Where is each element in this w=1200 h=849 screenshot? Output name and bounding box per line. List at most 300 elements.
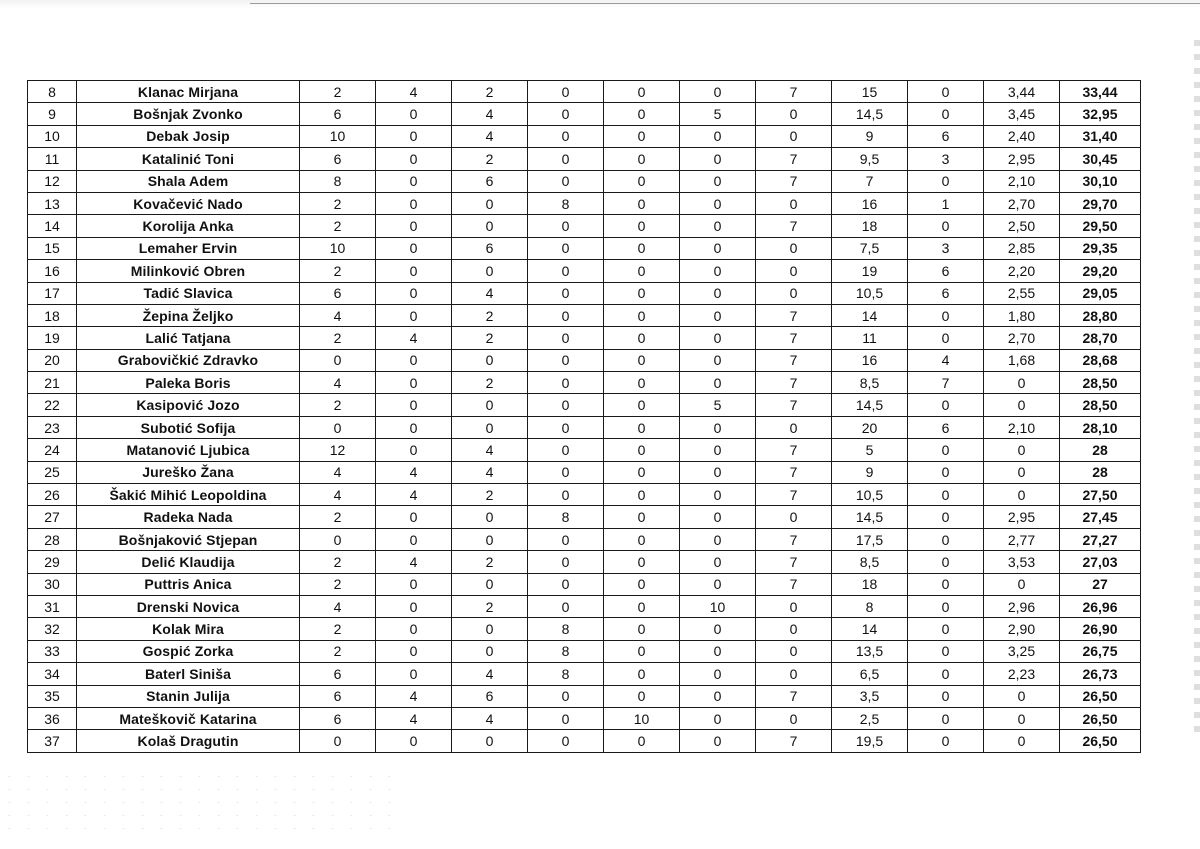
cell-name: Subotić Sofija <box>77 416 300 438</box>
cell-col-7: 7 <box>756 484 832 506</box>
cell-col-5: 0 <box>604 528 680 550</box>
cell-name: Jureško Žana <box>77 461 300 483</box>
cell-name: Stanin Julija <box>77 685 300 707</box>
cell-col-4: 0 <box>528 304 604 326</box>
cell-col-9: 6 <box>908 282 984 304</box>
cell-col-5: 0 <box>604 416 680 438</box>
cell-total: 27,50 <box>1060 484 1141 506</box>
cell-col-3: 0 <box>452 260 528 282</box>
cell-rank: 26 <box>28 484 77 506</box>
cell-col-10: 0 <box>984 730 1060 752</box>
cell-col-8: 18 <box>832 573 908 595</box>
cell-col-6: 0 <box>680 551 756 573</box>
cell-col-10: 2,77 <box>984 528 1060 550</box>
cell-col-3: 4 <box>452 103 528 125</box>
cell-name: Drenski Novica <box>77 595 300 617</box>
cell-rank: 35 <box>28 685 77 707</box>
cell-rank: 33 <box>28 640 77 662</box>
cell-name: Kovačević Nado <box>77 192 300 214</box>
cell-col-7: 0 <box>756 103 832 125</box>
cell-total: 29,20 <box>1060 260 1141 282</box>
cell-col-9: 7 <box>908 372 984 394</box>
cell-col-5: 0 <box>604 170 680 192</box>
cell-col-7: 7 <box>756 439 832 461</box>
cell-total: 30,10 <box>1060 170 1141 192</box>
cell-col-8: 6,5 <box>832 663 908 685</box>
table-row <box>28 237 1141 259</box>
cell-col-5: 0 <box>604 730 680 752</box>
cell-col-6: 0 <box>680 260 756 282</box>
cell-col-6: 0 <box>680 439 756 461</box>
cell-col-5: 0 <box>604 327 680 349</box>
cell-col-6: 0 <box>680 730 756 752</box>
cell-col-7: 7 <box>756 528 832 550</box>
cell-col-10: 0 <box>984 707 1060 729</box>
cell-col-2: 0 <box>376 192 452 214</box>
cell-col-4: 0 <box>528 327 604 349</box>
cell-col-3: 2 <box>452 81 528 103</box>
cell-col-5: 0 <box>604 394 680 416</box>
cell-col-2: 4 <box>376 551 452 573</box>
cell-col-2: 0 <box>376 215 452 237</box>
cell-col-2: 4 <box>376 461 452 483</box>
cell-col-5: 0 <box>604 618 680 640</box>
cell-col-6: 5 <box>680 103 756 125</box>
cell-col-1: 4 <box>300 304 376 326</box>
cell-col-2: 0 <box>376 170 452 192</box>
scan-right-edge <box>1194 40 1200 740</box>
cell-col-7: 0 <box>756 416 832 438</box>
cell-col-1: 2 <box>300 394 376 416</box>
cell-col-2: 0 <box>376 640 452 662</box>
cell-col-9: 0 <box>908 484 984 506</box>
cell-col-8: 16 <box>832 349 908 371</box>
cell-col-7: 0 <box>756 192 832 214</box>
table-row <box>28 260 1141 282</box>
cell-col-9: 0 <box>908 394 984 416</box>
table-row <box>28 528 1141 550</box>
cell-name: Kolaš Dragutin <box>77 730 300 752</box>
cell-col-2: 0 <box>376 103 452 125</box>
table-row <box>28 103 1141 125</box>
cell-col-6: 0 <box>680 304 756 326</box>
cell-col-8: 14 <box>832 304 908 326</box>
cell-col-10: 2,95 <box>984 506 1060 528</box>
cell-col-2: 0 <box>376 618 452 640</box>
cell-name: Tadić Slavica <box>77 282 300 304</box>
cell-col-10: 0 <box>984 439 1060 461</box>
cell-rank: 16 <box>28 260 77 282</box>
cell-col-5: 0 <box>604 148 680 170</box>
cell-col-7: 0 <box>756 260 832 282</box>
cell-col-7: 0 <box>756 506 832 528</box>
cell-col-2: 0 <box>376 125 452 147</box>
cell-col-9: 0 <box>908 103 984 125</box>
cell-total: 30,45 <box>1060 148 1141 170</box>
table-row <box>28 595 1141 617</box>
cell-col-10: 2,55 <box>984 282 1060 304</box>
cell-col-10: 0 <box>984 461 1060 483</box>
table-row <box>28 372 1141 394</box>
cell-col-3: 4 <box>452 663 528 685</box>
cell-col-1: 2 <box>300 192 376 214</box>
cell-total: 26,50 <box>1060 707 1141 729</box>
cell-col-3: 2 <box>452 484 528 506</box>
cell-col-1: 6 <box>300 148 376 170</box>
cell-col-4: 0 <box>528 125 604 147</box>
cell-rank: 21 <box>28 372 77 394</box>
cell-col-8: 7 <box>832 170 908 192</box>
cell-col-3: 2 <box>452 304 528 326</box>
cell-col-10: 2,23 <box>984 663 1060 685</box>
cell-col-4: 0 <box>528 349 604 371</box>
cell-col-4: 0 <box>528 372 604 394</box>
cell-col-9: 3 <box>908 148 984 170</box>
cell-name: Paleka Boris <box>77 372 300 394</box>
cell-col-2: 0 <box>376 304 452 326</box>
cell-rank: 10 <box>28 125 77 147</box>
cell-col-10: 1,68 <box>984 349 1060 371</box>
cell-col-6: 0 <box>680 327 756 349</box>
cell-col-3: 2 <box>452 148 528 170</box>
cell-col-3: 6 <box>452 170 528 192</box>
cell-col-9: 3 <box>908 237 984 259</box>
cell-total: 29,35 <box>1060 237 1141 259</box>
cell-name: Mateškovič Katarina <box>77 707 300 729</box>
cell-col-9: 0 <box>908 215 984 237</box>
cell-col-2: 0 <box>376 730 452 752</box>
cell-col-8: 18 <box>832 215 908 237</box>
cell-rank: 29 <box>28 551 77 573</box>
cell-col-1: 8 <box>300 170 376 192</box>
cell-col-5: 0 <box>604 595 680 617</box>
cell-col-1: 4 <box>300 484 376 506</box>
cell-col-4: 0 <box>528 685 604 707</box>
cell-col-3: 0 <box>452 349 528 371</box>
cell-col-5: 0 <box>604 439 680 461</box>
cell-col-10: 2,90 <box>984 618 1060 640</box>
cell-rank: 12 <box>28 170 77 192</box>
cell-col-4: 0 <box>528 416 604 438</box>
cell-name: Katalinić Toni <box>77 148 300 170</box>
cell-col-9: 0 <box>908 685 984 707</box>
cell-col-1: 6 <box>300 103 376 125</box>
cell-col-10: 0 <box>984 372 1060 394</box>
cell-col-7: 0 <box>756 663 832 685</box>
cell-col-3: 0 <box>452 730 528 752</box>
cell-name: Radeka Nada <box>77 506 300 528</box>
cell-total: 26,90 <box>1060 618 1141 640</box>
cell-col-8: 13,5 <box>832 640 908 662</box>
cell-col-4: 0 <box>528 282 604 304</box>
cell-col-6: 0 <box>680 506 756 528</box>
cell-col-2: 0 <box>376 282 452 304</box>
cell-col-9: 0 <box>908 573 984 595</box>
cell-total: 28,50 <box>1060 372 1141 394</box>
cell-col-9: 0 <box>908 730 984 752</box>
cell-col-4: 0 <box>528 215 604 237</box>
cell-col-10: 0 <box>984 484 1060 506</box>
cell-col-5: 0 <box>604 573 680 595</box>
cell-col-3: 2 <box>452 372 528 394</box>
cell-total: 26,73 <box>1060 663 1141 685</box>
cell-total: 26,96 <box>1060 595 1141 617</box>
cell-col-9: 0 <box>908 618 984 640</box>
cell-col-6: 5 <box>680 394 756 416</box>
cell-name: Milinković Obren <box>77 260 300 282</box>
table-row <box>28 618 1141 640</box>
cell-col-1: 10 <box>300 125 376 147</box>
cell-col-2: 0 <box>376 237 452 259</box>
cell-col-7: 0 <box>756 640 832 662</box>
cell-col-2: 4 <box>376 484 452 506</box>
cell-total: 28,70 <box>1060 327 1141 349</box>
cell-col-6: 0 <box>680 573 756 595</box>
cell-rank: 8 <box>28 81 77 103</box>
cell-col-8: 17,5 <box>832 528 908 550</box>
cell-col-8: 2,5 <box>832 707 908 729</box>
cell-col-9: 0 <box>908 551 984 573</box>
cell-col-7: 7 <box>756 730 832 752</box>
cell-rank: 13 <box>28 192 77 214</box>
cell-col-4: 0 <box>528 484 604 506</box>
cell-col-2: 0 <box>376 506 452 528</box>
cell-col-6: 0 <box>680 215 756 237</box>
results-table-body <box>28 81 1141 753</box>
cell-col-9: 0 <box>908 439 984 461</box>
cell-col-8: 16 <box>832 192 908 214</box>
cell-rank: 37 <box>28 730 77 752</box>
cell-col-6: 0 <box>680 192 756 214</box>
cell-total: 29,70 <box>1060 192 1141 214</box>
cell-col-5: 0 <box>604 663 680 685</box>
cell-col-3: 0 <box>452 528 528 550</box>
table-row <box>28 551 1141 573</box>
cell-col-8: 20 <box>832 416 908 438</box>
cell-col-1: 10 <box>300 237 376 259</box>
cell-col-3: 0 <box>452 618 528 640</box>
cell-name: Debak Josip <box>77 125 300 147</box>
cell-col-7: 0 <box>756 282 832 304</box>
cell-rank: 19 <box>28 327 77 349</box>
cell-col-9: 4 <box>908 349 984 371</box>
cell-col-3: 0 <box>452 506 528 528</box>
cell-col-3: 2 <box>452 551 528 573</box>
cell-col-5: 0 <box>604 685 680 707</box>
cell-col-9: 0 <box>908 327 984 349</box>
cell-col-4: 8 <box>528 506 604 528</box>
cell-col-1: 4 <box>300 461 376 483</box>
table-row <box>28 125 1141 147</box>
cell-rank: 23 <box>28 416 77 438</box>
cell-col-8: 10,5 <box>832 282 908 304</box>
cell-col-1: 12 <box>300 439 376 461</box>
cell-rank: 17 <box>28 282 77 304</box>
cell-total: 26,50 <box>1060 685 1141 707</box>
cell-col-3: 0 <box>452 394 528 416</box>
cell-col-7: 7 <box>756 349 832 371</box>
cell-col-9: 6 <box>908 416 984 438</box>
cell-col-7: 0 <box>756 595 832 617</box>
table-row <box>28 640 1141 662</box>
cell-col-6: 0 <box>680 640 756 662</box>
cell-rank: 32 <box>28 618 77 640</box>
cell-rank: 15 <box>28 237 77 259</box>
cell-col-2: 0 <box>376 394 452 416</box>
cell-col-8: 9,5 <box>832 148 908 170</box>
cell-name: Žepina Željko <box>77 304 300 326</box>
cell-col-1: 6 <box>300 685 376 707</box>
cell-col-9: 0 <box>908 81 984 103</box>
cell-total: 28,68 <box>1060 349 1141 371</box>
cell-col-8: 7,5 <box>832 237 908 259</box>
cell-col-5: 0 <box>604 81 680 103</box>
cell-col-6: 0 <box>680 663 756 685</box>
cell-col-9: 0 <box>908 528 984 550</box>
cell-name: Gospić Zorka <box>77 640 300 662</box>
cell-col-2: 4 <box>376 707 452 729</box>
cell-col-2: 0 <box>376 439 452 461</box>
cell-col-9: 0 <box>908 640 984 662</box>
cell-col-5: 0 <box>604 506 680 528</box>
table-row <box>28 484 1141 506</box>
cell-col-2: 0 <box>376 148 452 170</box>
table-row <box>28 192 1141 214</box>
cell-col-1: 6 <box>300 707 376 729</box>
cell-col-7: 7 <box>756 215 832 237</box>
cell-col-4: 0 <box>528 237 604 259</box>
cell-col-5: 0 <box>604 125 680 147</box>
cell-col-1: 2 <box>300 81 376 103</box>
cell-col-6: 10 <box>680 595 756 617</box>
cell-col-7: 0 <box>756 707 832 729</box>
cell-col-4: 8 <box>528 618 604 640</box>
cell-col-9: 6 <box>908 125 984 147</box>
cell-col-3: 0 <box>452 416 528 438</box>
cell-col-10: 2,70 <box>984 327 1060 349</box>
cell-col-5: 10 <box>604 707 680 729</box>
cell-name: Puttris Anica <box>77 573 300 595</box>
cell-total: 26,50 <box>1060 730 1141 752</box>
cell-name: Grabovičkić Zdravko <box>77 349 300 371</box>
cell-col-1: 6 <box>300 282 376 304</box>
cell-col-10: 3,45 <box>984 103 1060 125</box>
cell-col-3: 0 <box>452 192 528 214</box>
cell-col-10: 0 <box>984 685 1060 707</box>
cell-col-7: 0 <box>756 618 832 640</box>
cell-col-10: 2,85 <box>984 237 1060 259</box>
cell-col-4: 0 <box>528 573 604 595</box>
cell-col-4: 8 <box>528 640 604 662</box>
table-row <box>28 148 1141 170</box>
table-row <box>28 461 1141 483</box>
cell-col-1: 0 <box>300 349 376 371</box>
cell-rank: 28 <box>28 528 77 550</box>
cell-name: Bošnjaković Stjepan <box>77 528 300 550</box>
cell-col-7: 7 <box>756 148 832 170</box>
cell-col-3: 2 <box>452 327 528 349</box>
cell-col-10: 2,95 <box>984 148 1060 170</box>
cell-col-1: 2 <box>300 327 376 349</box>
cell-col-4: 8 <box>528 192 604 214</box>
cell-col-8: 11 <box>832 327 908 349</box>
cell-name: Lemaher Ervin <box>77 237 300 259</box>
cell-col-7: 0 <box>756 237 832 259</box>
cell-col-7: 7 <box>756 327 832 349</box>
cell-col-3: 6 <box>452 685 528 707</box>
table-row <box>28 685 1141 707</box>
cell-col-2: 0 <box>376 372 452 394</box>
table-row <box>28 730 1141 752</box>
cell-col-6: 0 <box>680 349 756 371</box>
table-row <box>28 170 1141 192</box>
cell-name: Kasipović Jozo <box>77 394 300 416</box>
cell-total: 28 <box>1060 461 1141 483</box>
cell-col-8: 14,5 <box>832 506 908 528</box>
cell-col-1: 0 <box>300 528 376 550</box>
cell-col-10: 0 <box>984 573 1060 595</box>
cell-total: 29,05 <box>1060 282 1141 304</box>
cell-col-7: 7 <box>756 170 832 192</box>
cell-col-7: 7 <box>756 372 832 394</box>
cell-col-4: 0 <box>528 707 604 729</box>
cell-col-4: 0 <box>528 170 604 192</box>
cell-col-7: 7 <box>756 394 832 416</box>
cell-col-5: 0 <box>604 304 680 326</box>
cell-col-1: 2 <box>300 260 376 282</box>
cell-col-10: 3,25 <box>984 640 1060 662</box>
cell-rank: 31 <box>28 595 77 617</box>
table-row <box>28 573 1141 595</box>
cell-col-5: 0 <box>604 260 680 282</box>
cell-total: 28,80 <box>1060 304 1141 326</box>
cell-rank: 14 <box>28 215 77 237</box>
scan-top-edge <box>0 0 1200 8</box>
cell-col-5: 0 <box>604 192 680 214</box>
cell-col-4: 0 <box>528 461 604 483</box>
cell-rank: 11 <box>28 148 77 170</box>
cell-name: Lalić Tatjana <box>77 327 300 349</box>
cell-col-8: 10,5 <box>832 484 908 506</box>
cell-name: Korolija Anka <box>77 215 300 237</box>
cell-name: Baterl Siniša <box>77 663 300 685</box>
cell-rank: 24 <box>28 439 77 461</box>
cell-col-8: 14 <box>832 618 908 640</box>
cell-col-9: 0 <box>908 707 984 729</box>
cell-col-2: 4 <box>376 327 452 349</box>
cell-col-1: 2 <box>300 215 376 237</box>
cell-col-1: 0 <box>300 730 376 752</box>
cell-col-4: 0 <box>528 595 604 617</box>
cell-col-9: 0 <box>908 461 984 483</box>
cell-col-2: 0 <box>376 528 452 550</box>
cell-col-3: 0 <box>452 215 528 237</box>
cell-col-3: 4 <box>452 125 528 147</box>
cell-col-2: 0 <box>376 260 452 282</box>
scan-top-line <box>250 3 1200 4</box>
cell-col-8: 15 <box>832 81 908 103</box>
cell-rank: 18 <box>28 304 77 326</box>
cell-col-2: 0 <box>376 573 452 595</box>
cell-col-6: 0 <box>680 528 756 550</box>
cell-col-6: 0 <box>680 484 756 506</box>
cell-col-3: 4 <box>452 461 528 483</box>
cell-col-9: 0 <box>908 595 984 617</box>
cell-col-5: 0 <box>604 372 680 394</box>
cell-col-1: 2 <box>300 573 376 595</box>
cell-col-7: 7 <box>756 685 832 707</box>
cell-col-1: 4 <box>300 372 376 394</box>
